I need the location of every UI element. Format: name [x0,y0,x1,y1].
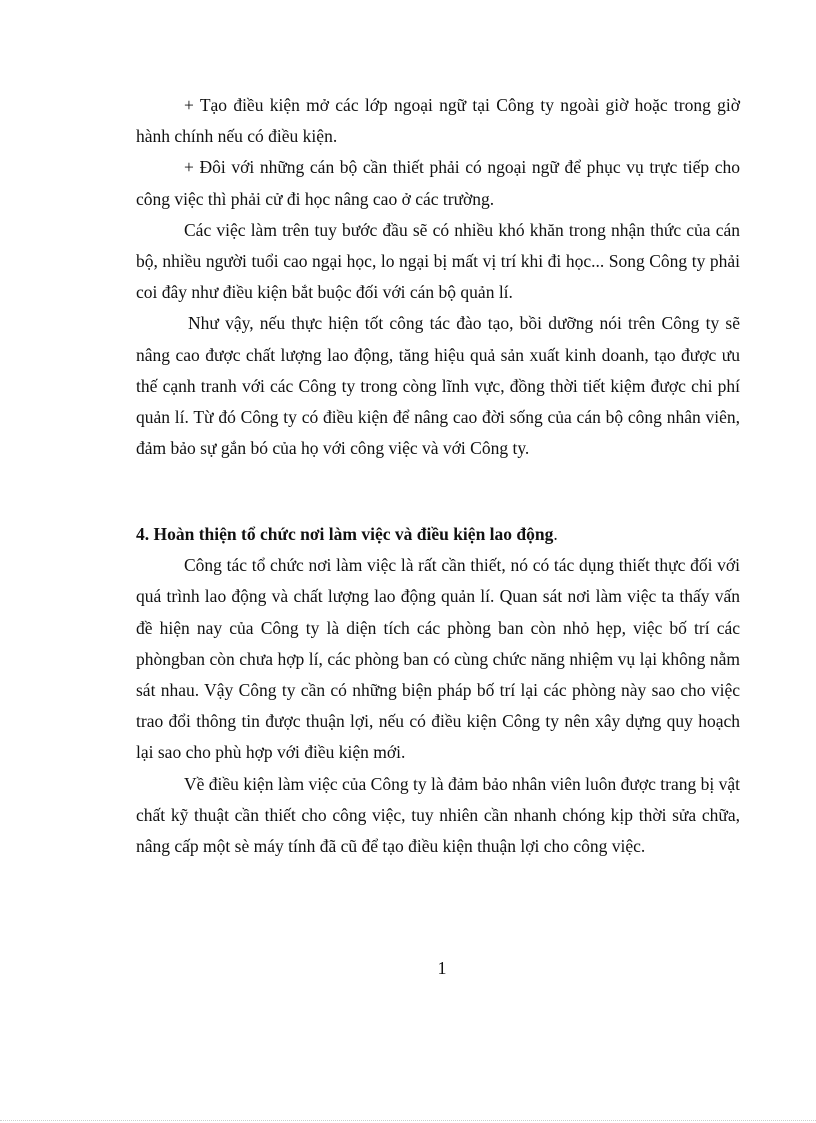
section-heading-dot: . [553,524,558,544]
paragraph-working-conditions: Về điều kiện làm việc của Công ty là đảm bảo nhân viên luôn được trang bị vật chất kỹ thuật cần thiết cho công việc, tuy nhiên cần nhanh chóng kịp thời sửa chữa, nâng cấp một sè máy tính đã cũ để tạo điều kiện thuận lợi cho công việc. [136,773,740,857]
paragraph-bullet-send-to-study: + Đôi với những cán bộ cần thiết phải có ngoại ngữ để phục vụ trực tiếp cho công việc thì phải cử đi học nâng cao ở các trường. [136,157,740,209]
section-heading-title: 4. Hoàn thiện tổ chức nơi làm việc và điều kiện lao động [136,524,554,544]
paragraph-bullet-foreign-language-classes: + Tạo điều kiện mở các lớp ngoại ngữ tại Công ty ngoài giờ hoặc trong giờ hành chính nếu có điều kiện. [136,95,740,147]
section-heading [136,519,740,550]
body-text-top [136,90,740,464]
page-number: 1 [437,958,447,978]
page-bottom-border [0,1120,816,1121]
paragraph-workplace-organization: Công tác tổ chức nơi làm việc là rất cần thiết, nó có tác dụng thiết thực đối với quá trình lao động và chất lượng lao động quản lí. Quan sát nơi làm việc ta thấy vấn đề hiện nay của Công ty là diện tích các phòng ban còn nhỏ hẹp, việc bố trí các phòngban còn chưa hợp lí, các phòng ban có cùng chức năng nhiệm vụ lại không nằm sát nhau. Vậy Công ty cần có những biện pháp bố trí lại các phòng này sao cho việc trao đổi thông tin được thuận lợi, nếu có điều kiện Công ty nên xây dựng quy hoạch lại sao cho phù hợp với điều kiện mới. [136,555,740,763]
paragraph-training-benefits: Như vậy, nếu thực hiện tốt công tác đào tạo, bồi dưỡng nói trên Công ty sẽ nâng cao được chất lượng lao động, tăng hiệu quả sản xuất kinh doanh, tạo được ưu thế cạnh tranh với các Công ty trong còng lĩnh vực, đồng thời tiết kiệm được chi phí quản lí. Từ đó Công ty có điều kiện để nâng cao đời sống của cán bộ công nhân viên, đảm bảo sự gắn bó của họ với công việc và với Công ty. [136,313,740,459]
section-4 [136,519,740,862]
paragraph-difficulties: Các việc làm trên tuy bước đầu sẽ có nhiều khó khăn trong nhận thức của cán bộ, nhiều người tuổi cao ngại học, lo ngại bị mất vị trí khi đi học... Song Công ty phải coi đây như điều kiện bắt buộc đối với cán bộ quản lí. [136,219,740,303]
